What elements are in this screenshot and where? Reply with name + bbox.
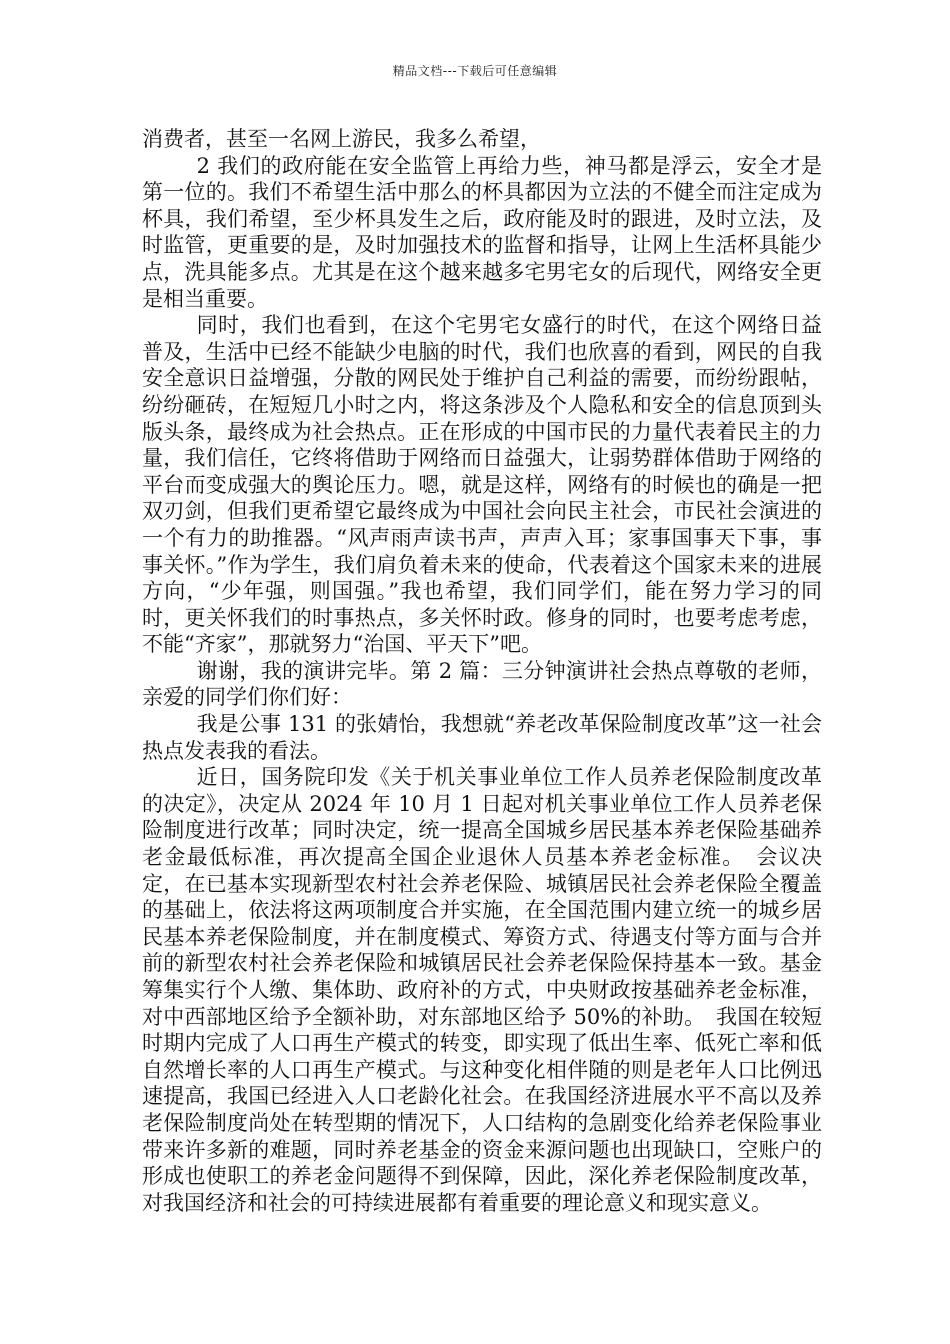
paragraph-5: 我是公事 131 的张婧怡，我想就“养老改革保险制度改革”这一社会热点发表我的看法。	[142, 712, 822, 763]
paragraph-4: 谢谢，我的演讲完毕。第 2 篇：三分钟演讲社会热点尊敬的老师，亲爱的同学们你们好：	[142, 658, 822, 710]
paragraph-1: 消费者，甚至一名网上游民，我多么希望，	[142, 127, 541, 151]
page-header: 精品文档---下载后可任意编辑	[392, 64, 558, 78]
paragraph-2: 2 我们的政府能在安全监管上再给力些，神马都是浮云，安全才是第一位的。我们不希望生活中那么的杯具都因为立法的不健全而注定成为杯具，我们希望，至少杯具发生之后，政府能及时的跟进，及时立法，及时监管，更重要的是，及时加强技术的监督和指导，让网上生活杯具能少点，洗具能多点。尤其是在这个越来越多宅男宅女的后现代，网络安全更是相当重要。	[142, 153, 822, 311]
document-body	[142, 126, 822, 1216]
paragraph-6: 近日，国务院印发《关于机关事业单位工作人员养老保险制度改革的决定》，决定从 2024 年 10 月 1 日起对机关事业单位工作人员养老保险制度进行改革；同时决定，统一提高全国城乡居民基本养老保险基础养老金最低标准，再次提高全国企业退休人员基本养老金标准。 会议决定，在已基本实现新型农村社会养老保险、城镇居民社会养老保险全覆盖的基础上，依法将这两项制度合并实施，在全国范围内建立统一的城乡居民基本养老保险制度，并在制度模式、筹资方式、待遇支付等方面与合并前的新型农村社会养老保险和城镇居民社会养老保险保持基本一致。基金筹集实行个人缴、集体助、政府补的方式，中央财政按基础养老金标准，对中西部地区给予全额补助，对东部地区给予 50%的补助。 我国在较短时期内完成了人口再生产模式的转变，即实现了低出生率、低死亡率和低自然增长率的人口再生产模式。与这种变化相伴随的则是老年人口比例迅速提高，我国已经进入人口老龄化社会。在我国经济进展水平不高以及养老保险制度尚处在转型期的情况下，人口结构的急剧变化给养老保险事业带来许多新的难题，同时养老基金的资金来源问题也出现缺口，空账户的形成也使职工的养老金问题得不到保障，因此，深化养老保险制度改革，对我国经济和社会的可持续进展都有着重要的理论意义和现实意义。	[142, 765, 822, 1215]
paragraph-3: 同时，我们也看到，在这个宅男宅女盛行的时代，在这个网络日益普及，生活中已经不能缺少电脑的时代，我们也欣喜的看到，网民的自我安全意识日益增强，分散的网民处于维护自己利益的需要，而纷纷跟帖，纷纷砸砖，在短短几小时之内，将这条涉及个人隐私和安全的信息顶到头版头条，最终成为社会热点。正在形成的中国市民的力量代表着民主的力量，我们信任，它终将借助于网络而日益强大，让弱势群体借助于网络的平台而变成强大的舆论压力。嗯，就是这样，网络有的时候也的确是一把双刃剑，但我们更希望它最终成为中国社会向民主社会，市民社会演进的一个有力的助推器。“风声雨声读书声，声声入耳；家事国事天下事，事事关怀。”作为学生，我们肩负着未来的使命，代表着这个国家未来的进展方向，“少年强，则国强。”我也希望，我们同学们，能在努力学习的同时，更关怀我们的时事热点，多关怀时政。修身的同时，也要考虑考虑，不能“齐家”，那就努力“治国、平天下”吧。	[142, 313, 822, 657]
